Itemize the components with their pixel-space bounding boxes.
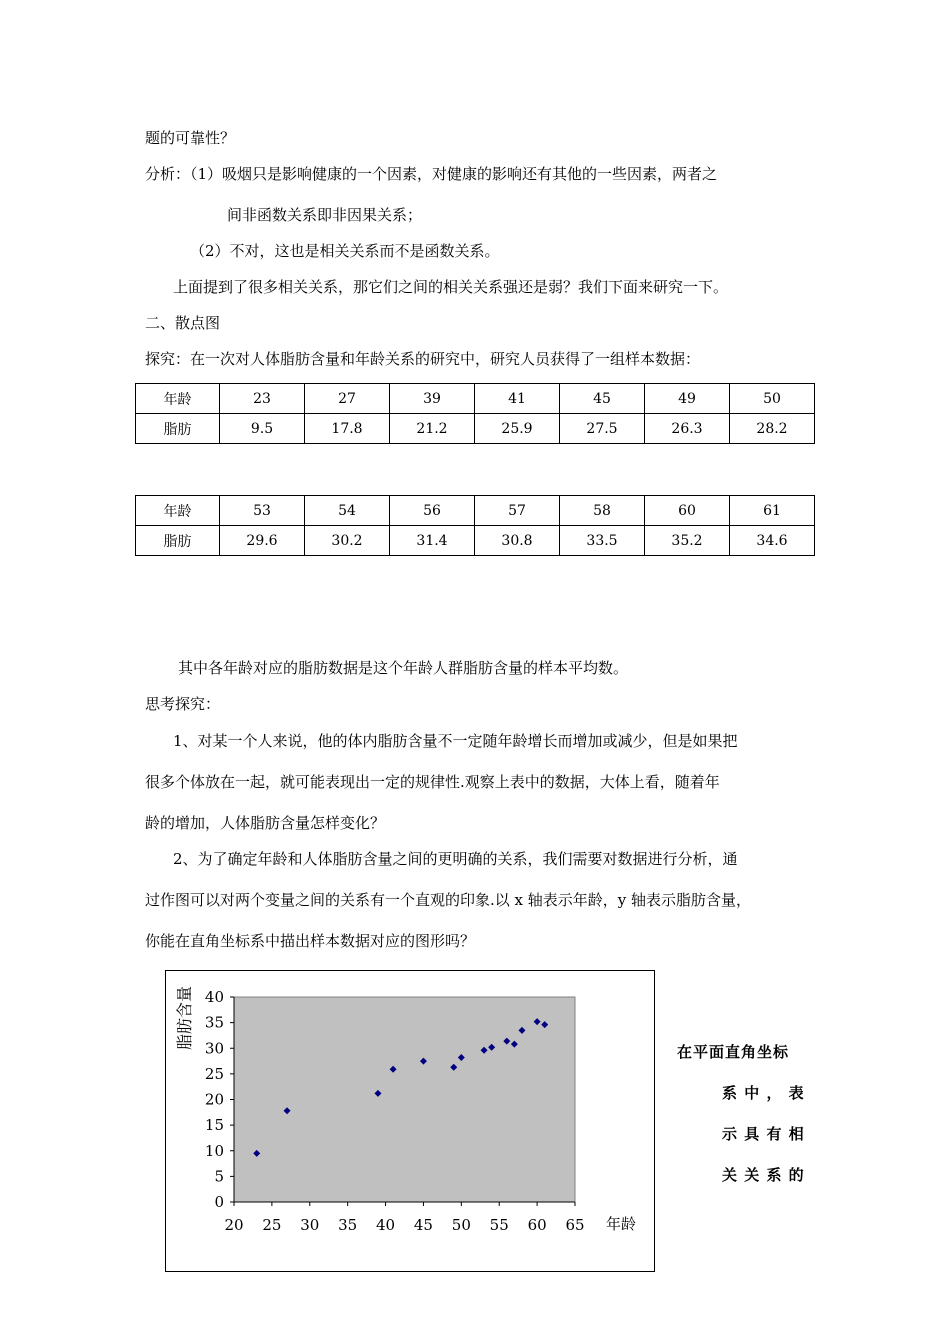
text-line: 2、为了确定年龄和人体脂肪含量之间的更明确的关系，我们需要对数据进行分析，通 — [173, 850, 738, 868]
table-cell: 57 — [475, 496, 560, 526]
table-cell: 27.5 — [560, 414, 645, 444]
x-tick-label: 35 — [338, 1216, 358, 1234]
text-line: 探究：在一次对人体脂肪含量和年龄关系的研究中，研究人员获得了一组样本数据： — [145, 350, 701, 368]
table-cell: 58 — [560, 496, 645, 526]
y-tick-label: 30 — [204, 1039, 224, 1058]
table-cell: 45 — [560, 384, 645, 414]
y-tick-label: 25 — [204, 1064, 224, 1083]
table-cell: 30.8 — [475, 526, 560, 556]
text-line: 间非函数关系即非因果关系； — [227, 206, 423, 224]
table-cell: 30.2 — [305, 526, 390, 556]
table-cell: 60 — [645, 496, 730, 526]
table-cell: 17.8 — [305, 414, 390, 444]
row-label: 年龄 — [136, 384, 220, 414]
text-line: 你能在直角坐标系中描出样本数据对应的图形吗？ — [145, 932, 476, 950]
y-tick-label: 5 — [214, 1167, 224, 1186]
table-cell: 34.6 — [730, 526, 815, 556]
section-heading: 二、散点图 — [145, 314, 221, 332]
x-tick-label: 25 — [262, 1216, 282, 1234]
text-line: 上面提到了很多相关关系，那它们之间的相关关系强还是弱？我们下面来研究一下。 — [173, 278, 729, 296]
table-cell: 33.5 — [560, 526, 645, 556]
text-line: 题的可靠性？ — [145, 129, 236, 147]
row-label: 脂肪 — [136, 526, 220, 556]
text-line: 思考探究： — [145, 695, 221, 713]
y-tick-label: 15 — [204, 1116, 224, 1135]
text-line: 1、对某一个人来说，他的体内脂肪含量不一定随年龄增长而增加或减少，但是如果把 — [173, 732, 738, 750]
y-tick-label: 35 — [204, 1013, 224, 1032]
table-cell: 25.9 — [475, 414, 560, 444]
y-tick-label: 40 — [204, 988, 224, 1006]
table-cell: 21.2 — [390, 414, 475, 444]
row-label: 脂肪 — [136, 414, 220, 444]
table-cell: 26.3 — [645, 414, 730, 444]
y-tick-label: 10 — [204, 1141, 224, 1160]
row-label: 年龄 — [136, 496, 220, 526]
table-cell: 35.2 — [645, 526, 730, 556]
table-cell: 49 — [645, 384, 730, 414]
x-tick-label: 55 — [489, 1216, 509, 1234]
x-tick-label: 20 — [224, 1216, 244, 1234]
table-cell: 31.4 — [390, 526, 475, 556]
table-cell: 29.6 — [220, 526, 305, 556]
table-cell: 9.5 — [220, 414, 305, 444]
x-tick-label: 65 — [565, 1216, 585, 1234]
table-cell: 23 — [220, 384, 305, 414]
text-line: 分析：（1）吸烟只是影响健康的一个因素，对健康的影响还有其他的一些因素，两者之 — [145, 165, 718, 183]
side-text-line: 示 具 有 相 — [722, 1125, 805, 1143]
plot-area — [234, 997, 575, 1202]
table-cell: 39 — [390, 384, 475, 414]
y-tick-label: 20 — [204, 1090, 224, 1109]
x-tick-label: 45 — [413, 1216, 433, 1234]
text-line: 过作图可以对两个变量之间的关系有一个直观的印象.以 x 轴表示年龄，y 轴表示脂肪含量， — [145, 891, 752, 909]
x-tick-label: 40 — [376, 1216, 396, 1234]
side-text-line: 关 关 系 的 — [722, 1166, 805, 1184]
text-line: 其中各年龄对应的脂肪数据是这个年龄人群脂肪含量的样本平均数。 — [178, 659, 629, 677]
y-axis-title: 脂肪含量 — [175, 985, 194, 1051]
table-cell: 54 — [305, 496, 390, 526]
table-cell: 28.2 — [730, 414, 815, 444]
table-cell: 27 — [305, 384, 390, 414]
text-line: 很多个体放在一起，就可能表现出一定的规律性.观察上表中的数据，大体上看，随着年 — [145, 773, 720, 791]
side-text-line: 系 中 ， 表 — [722, 1084, 805, 1102]
x-tick-label: 30 — [300, 1216, 320, 1234]
x-tick-label: 60 — [527, 1216, 547, 1234]
table-cell: 61 — [730, 496, 815, 526]
x-tick-label: 50 — [451, 1216, 471, 1234]
y-tick-label: 0 — [214, 1193, 224, 1211]
x-axis-title: 年龄 — [606, 1215, 637, 1233]
text-line: （2）不对，这也是相关关系而不是函数关系。 — [190, 242, 500, 260]
text-line: 龄的增加，人体脂肪含量怎样变化？ — [145, 814, 386, 832]
table-cell: 41 — [475, 384, 560, 414]
table-cell: 56 — [390, 496, 475, 526]
table-cell: 53 — [220, 496, 305, 526]
table-cell: 50 — [730, 384, 815, 414]
side-text-line: 在平面直角坐标 — [677, 1043, 790, 1061]
